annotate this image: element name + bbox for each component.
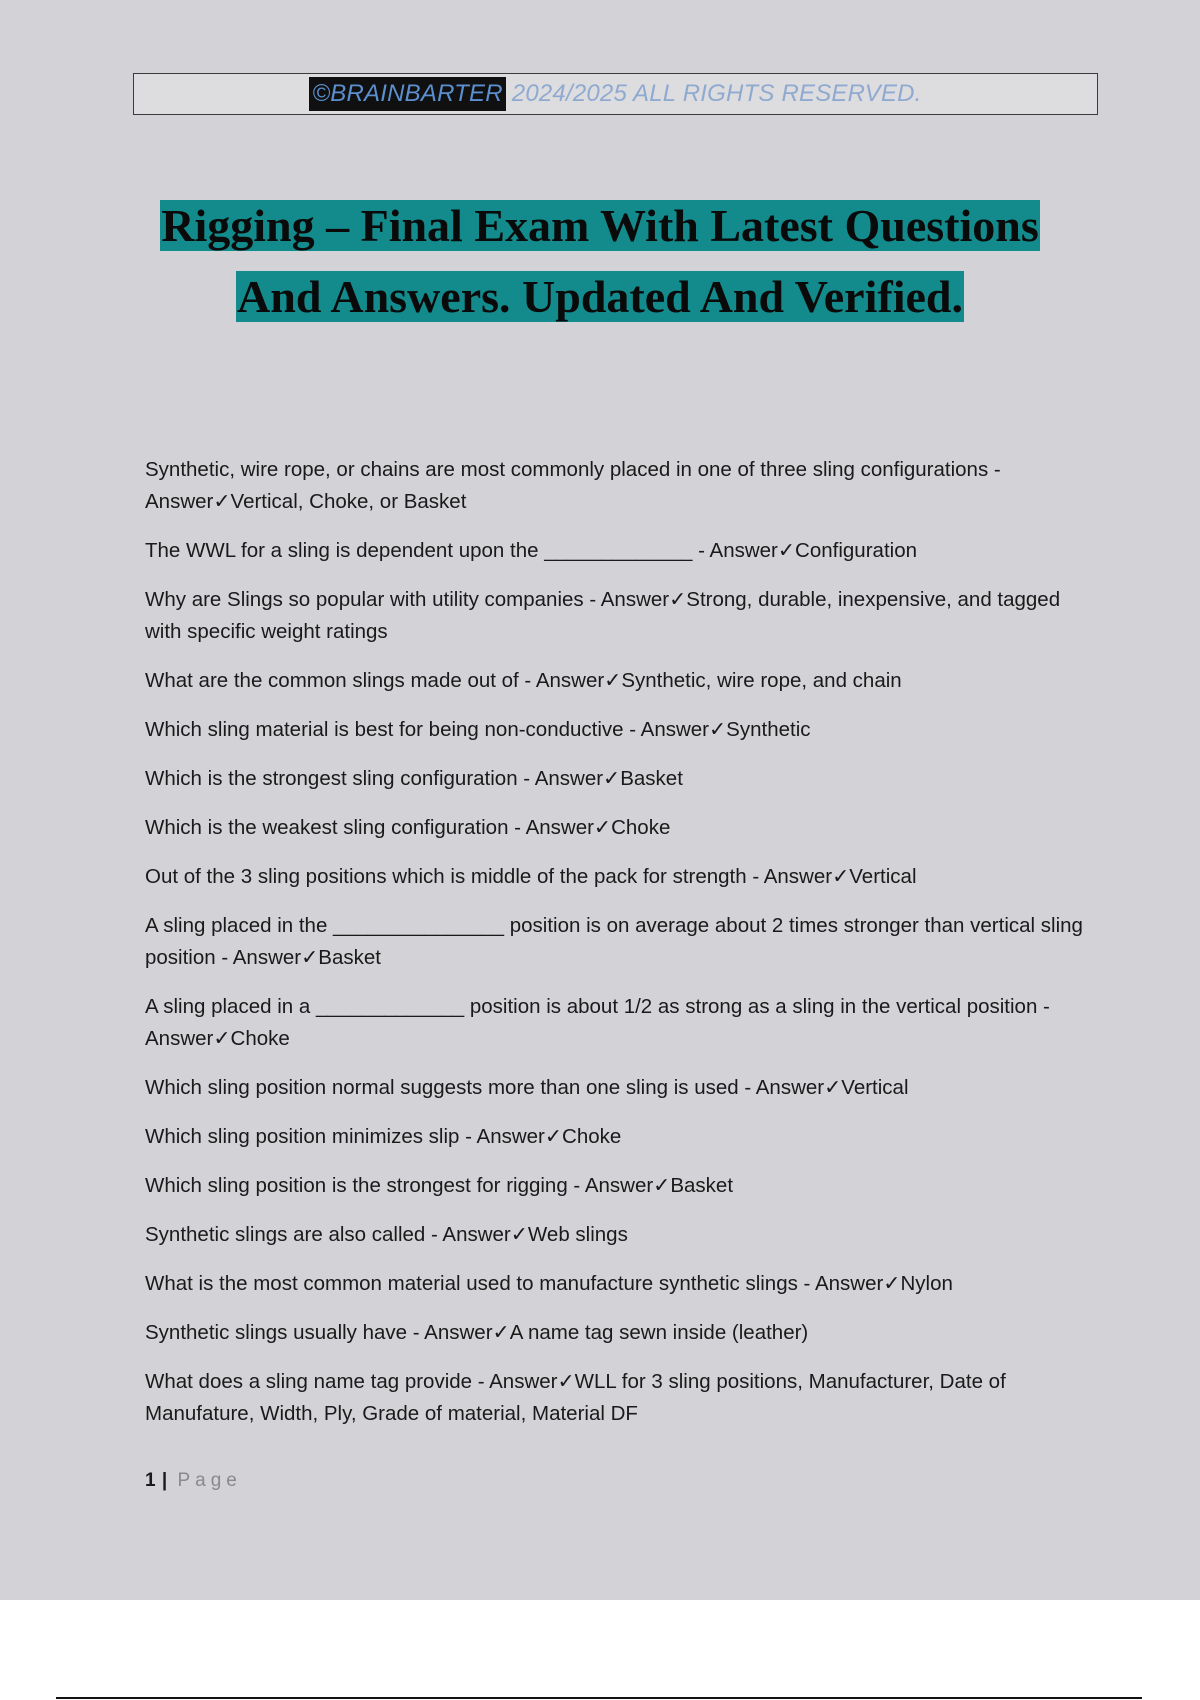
- page-label: Page: [177, 1470, 242, 1491]
- qa-item: The WWL for a sling is dependent upon the _____________ - Answer✓Configuration: [145, 539, 917, 562]
- qa-item: Which sling position is the strongest for rigging - Answer✓Basket: [145, 1174, 734, 1197]
- qa-item: Which is the weakest sling configuration - Answer✓Choke: [145, 816, 671, 839]
- page-footer: [145, 1470, 242, 1492]
- qa-item: Synthetic slings usually have - Answer✓A name tag sewn inside (leather): [145, 1321, 809, 1344]
- qa-item: Synthetic slings are also called - Answer✓Web slings: [145, 1223, 628, 1246]
- qa-item: Which sling position normal suggests more than one sling is used - Answer✓Vertical: [145, 1076, 909, 1099]
- qa-item: Synthetic, wire rope, or chains are most commonly placed in one of three sling configurations - Answer✓Vertical, Choke, or Basket: [145, 458, 1001, 513]
- brand-label: ©BRAINBARTER: [309, 77, 505, 111]
- qa-item: Which is the strongest sling configuration - Answer✓Basket: [145, 767, 683, 790]
- qa-item: A sling placed in the _______________ position is on average about 2 times stronger than vertical sling position - Answer✓Basket: [145, 914, 1083, 969]
- page-number: 1: [145, 1470, 157, 1491]
- rights-label: 2024/2025 ALL RIGHTS RESERVED.: [511, 80, 922, 107]
- next-page-divider: [56, 1697, 1142, 1699]
- qa-item: What is the most common material used to manufacture synthetic slings - Answer✓Nylon: [145, 1272, 953, 1295]
- title-line-2: And Answers. Updated And Verified.: [237, 271, 963, 322]
- question-answer-list: [145, 454, 1090, 1447]
- copyright-header: [133, 73, 1098, 115]
- title-line-1: Rigging – Final Exam With Latest Questions: [161, 200, 1039, 251]
- qa-item: Which sling material is best for being non-conductive - Answer✓Synthetic: [145, 718, 811, 741]
- document-title: [100, 196, 1100, 338]
- qa-item: Why are Slings so popular with utility companies - Answer✓Strong, durable, inexpensive, and tagged with specific weight ratings: [145, 588, 1061, 643]
- qa-item: A sling placed in a _____________ position is about 1/2 as strong as a sling in the vertical position - Answer✓Choke: [145, 995, 1050, 1050]
- qa-item: What are the common slings made out of - Answer✓Synthetic, wire rope, and chain: [145, 669, 902, 692]
- qa-item: What does a sling name tag provide - Answer✓WLL for 3 sling positions, Manufacturer, Date of Manufature, Width, Ply, Grade of material, Material DF: [145, 1370, 1006, 1425]
- qa-item: Which sling position minimizes slip - Answer✓Choke: [145, 1125, 622, 1148]
- qa-item: Out of the 3 sling positions which is middle of the pack for strength - Answer✓Vertical: [145, 865, 917, 888]
- footer-separator: |: [161, 1470, 168, 1491]
